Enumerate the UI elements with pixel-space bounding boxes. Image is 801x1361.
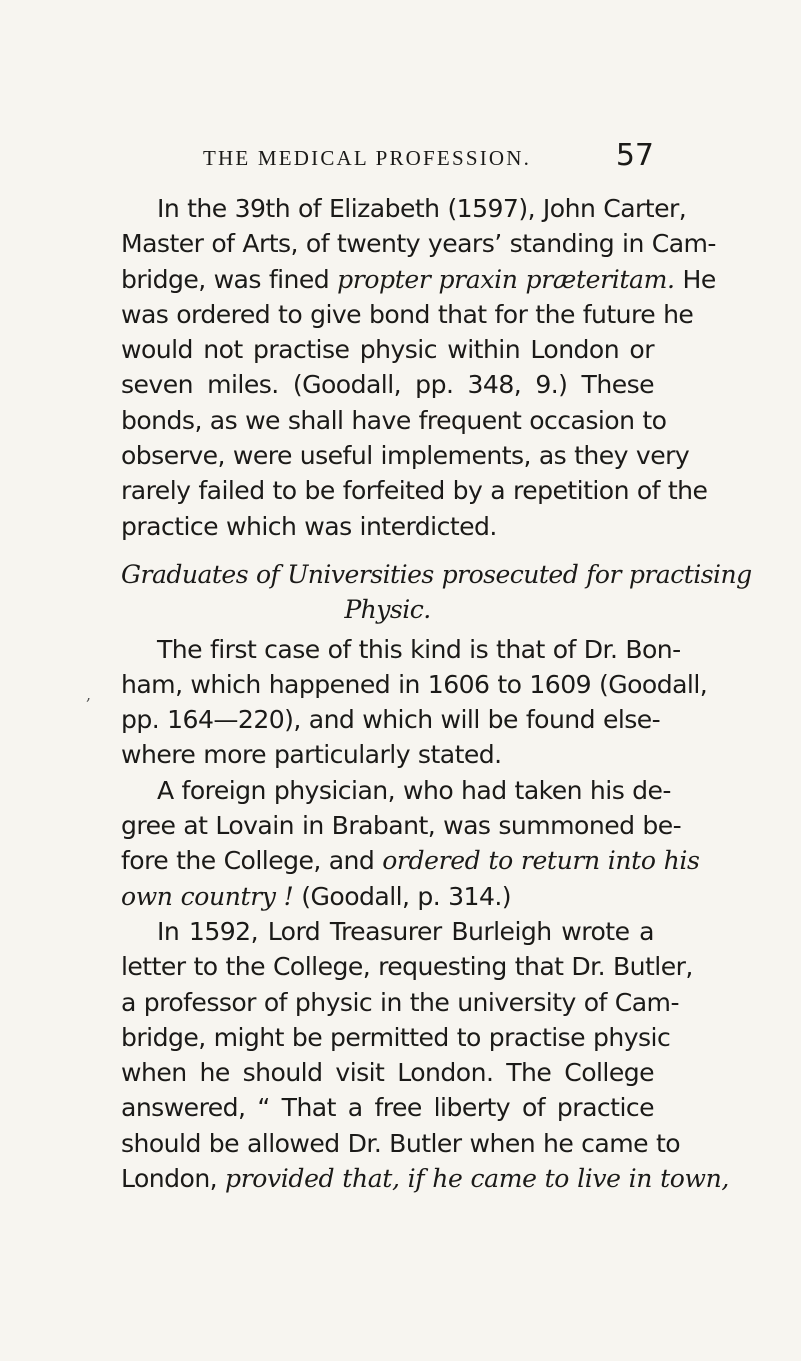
text-line: would not practise physic within London or <box>121 335 654 365</box>
spacer <box>121 544 654 557</box>
text-line: answered, “ That a free liberty of practice <box>121 1093 654 1123</box>
running-title: THE MEDICAL PROFESSION. <box>203 146 532 170</box>
text-line: rarely failed to be forfeited by a repetition of the <box>121 476 708 506</box>
text-line: observe, were useful implements, as they very <box>121 441 690 471</box>
italic-phrase: propter praxin præteritam. <box>337 264 675 294</box>
text-line: London, provided that, if he came to live in town, <box>121 1164 729 1194</box>
text-line: was ordered to give bond that for the future he <box>121 299 694 329</box>
paragraph-foreign-physician <box>121 773 700 914</box>
text-line: when he should visit London. The College <box>121 1058 654 1088</box>
text-line: A foreign physician, who had taken his de- <box>157 775 671 805</box>
heading-line: Graduates of Universities prosecuted for practising <box>121 559 752 589</box>
text-line: ham, which happened in 1606 to 1609 (Goodall, <box>121 669 708 699</box>
text-line: bonds, as we shall have frequent occasion to <box>121 405 667 435</box>
text-line: letter to the College, requesting that Dr. Butler, <box>121 952 693 982</box>
text-line: where more particularly stated. <box>121 740 502 770</box>
text-line: bridge, was fined propter praxin præteritam. He <box>121 264 716 294</box>
margin-mark: , <box>86 685 92 704</box>
text-line: practice which was interdicted. <box>121 511 497 541</box>
section-heading <box>121 557 752 628</box>
text-line: gree at Lovain in Brabant, was summoned be- <box>121 811 682 841</box>
text-line: Master of Arts, of twenty years’ standing in Cam- <box>121 229 716 259</box>
page-number: 57 <box>615 138 654 173</box>
text-line: In 1592, Lord Treasurer Burleigh wrote a <box>157 916 654 946</box>
italic-phrase: ordered to return into his <box>382 846 700 876</box>
text-line: a professor of physic in the university of Cam- <box>121 987 679 1017</box>
running-head <box>121 138 654 176</box>
text-line: should be allowed Dr. Butler when he came to <box>121 1128 681 1158</box>
paragraph-carter <box>121 191 716 544</box>
text-line: seven miles. (Goodall, pp. 348, 9.) These <box>121 370 654 400</box>
italic-phrase: provided that, if he came to live in town, <box>225 1164 729 1194</box>
text-line: The first case of this kind is that of Dr. Bon- <box>157 634 681 664</box>
text-line: bridge, might be permitted to practise physic <box>121 1022 671 1052</box>
heading-line: Physic. <box>344 595 431 625</box>
paragraph-butler <box>121 914 729 1196</box>
paragraph-bonham <box>121 632 708 773</box>
italic-phrase: own country ! <box>121 881 294 911</box>
text-line: pp. 164—220), and which will be found else- <box>121 705 661 735</box>
text-line: fore the College, and ordered to return into his <box>121 846 700 876</box>
page-body <box>121 191 752 1196</box>
text-line: In the 39th of Elizabeth (1597), John Carter, <box>157 194 687 223</box>
text-line: own country ! (Goodall, p. 314.) <box>121 881 512 911</box>
